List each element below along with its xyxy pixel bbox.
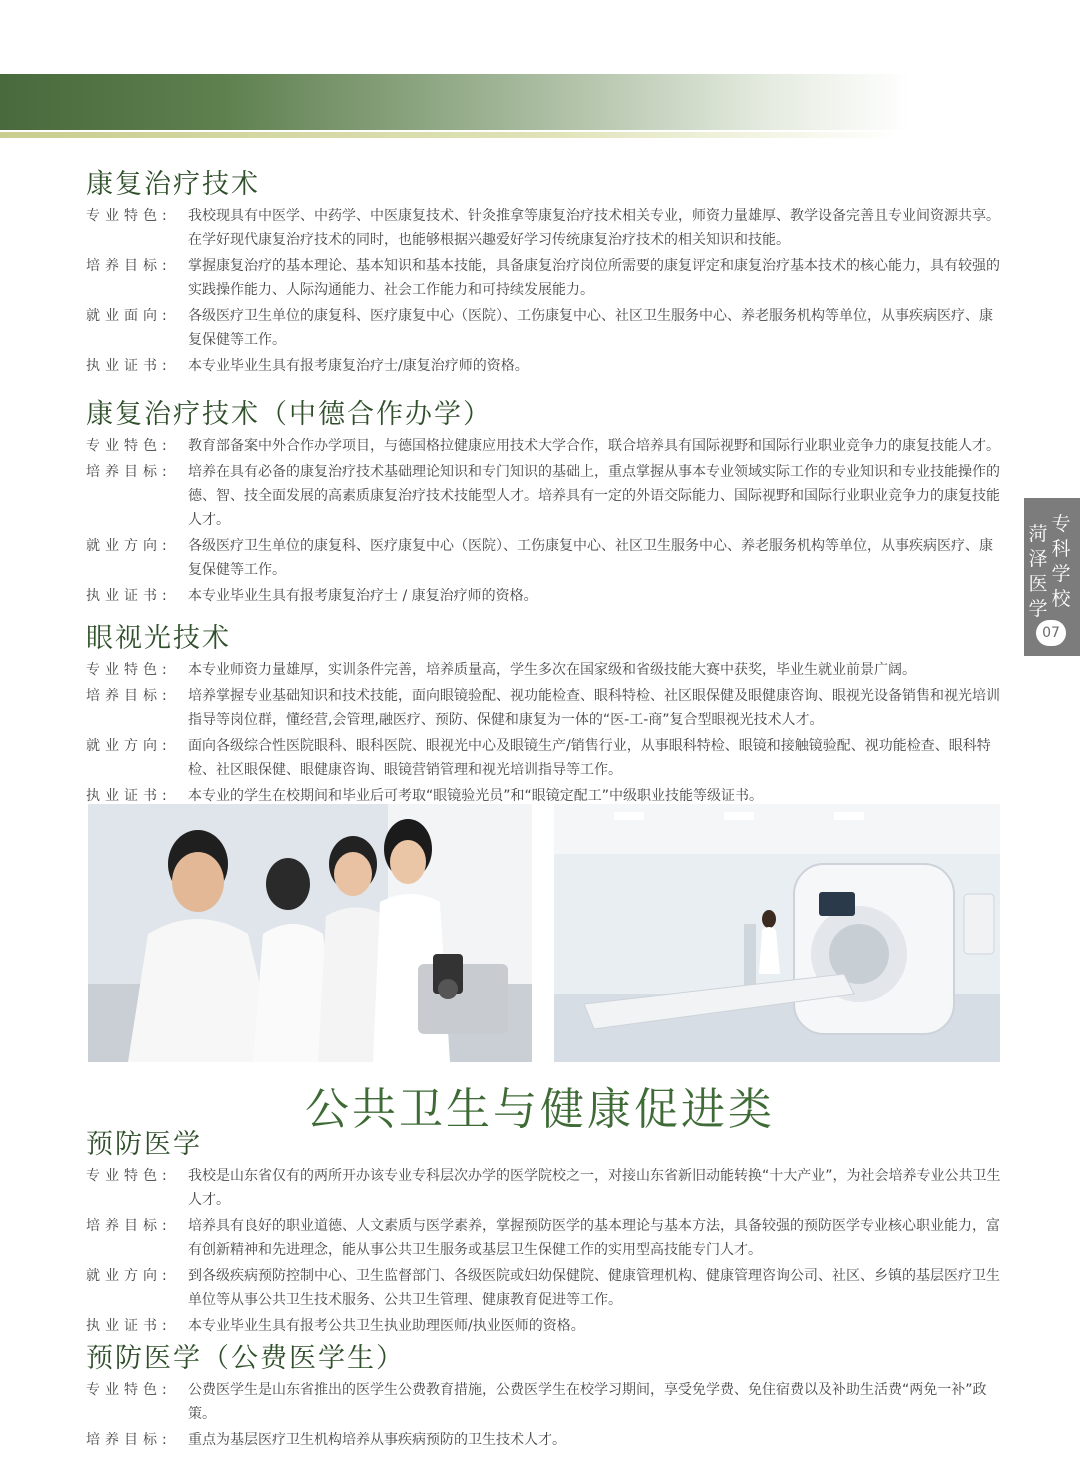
info-row [86, 1214, 1006, 1262]
info-row [86, 1264, 1006, 1312]
row-text: 培养具有良好的职业道德、人文素质与医学素养，掌握预防医学的基本理论与基本方法，具备较强的预防医学专业核心职业能力，富有创新精神和先进理念，能从事公共卫生服务或基层卫生保健工作的实用型高技能专门人才。 [188, 1218, 1000, 1258]
row-label: 就业面向: [86, 308, 172, 324]
row-label: 培养目标: [86, 464, 172, 480]
row-label: 培养目标: [86, 688, 172, 704]
row-text: 我校是山东省仅有的两所开办该专业专科层次办学的医学院校之一，对接山东省新旧动能转换“十大产业”，为社会培养专业公共卫生人才。 [188, 1168, 1001, 1208]
ct-room-illustration [554, 804, 1000, 1062]
lab-illustration [88, 804, 532, 1062]
photo-ct-room [554, 804, 1000, 1062]
row-text: 到各级疾病预防控制中心、卫生监督部门、各级医院或妇幼保健院、健康管理机构、健康管理咨询公司、社区、乡镇的基层医疗卫生单位等从事公共卫生技术服务、公共卫生管理、健康教育促进等工作。 [188, 1268, 1000, 1308]
info-row [86, 1428, 1006, 1452]
info-row [86, 1378, 1006, 1426]
row-text: 本专业毕业生具有报考康复治疗士/康复治疗师的资格。 [188, 358, 529, 374]
section-rehab-sino-german [86, 398, 1006, 608]
row-text: 本专业的学生在校期间和毕业后可考取“眼镜验光员”和“眼镜定配工”中级职业技能等级证书。 [188, 788, 764, 804]
row-label: 专业特色: [86, 1168, 172, 1184]
photo-optometry-lab [88, 804, 532, 1062]
section-title: 康复治疗技术 [86, 169, 260, 200]
row-label: 专业特色: [86, 438, 172, 454]
row-label: 培养目标: [86, 258, 172, 274]
section-rehab-therapy [86, 168, 1006, 378]
row-text: 公费医学生是山东省推出的医学生公费教育措施，公费医学生在校学习期间，享受免学费、免住宿费以及补助生活费“两免一补”政策。 [188, 1382, 987, 1422]
info-row [86, 460, 1006, 532]
row-label: 就业方向: [86, 1268, 172, 1284]
row-label: 就业方向: [86, 538, 172, 554]
info-row [86, 1164, 1006, 1212]
section-title: 康复治疗技术（中德合作办学） [86, 399, 492, 430]
side-tab-school-name: 菏泽医学 [1028, 523, 1048, 620]
info-row [86, 354, 1006, 378]
row-label: 专业特色: [86, 1382, 172, 1398]
row-text: 本专业毕业生具有报考康复治疗士 / 康复治疗师的资格。 [188, 588, 538, 604]
row-label: 专业特色: [86, 662, 172, 678]
info-row [86, 684, 1006, 732]
row-label: 培养目标: [86, 1218, 172, 1234]
info-row [86, 254, 1006, 302]
side-tab-school-type: 专科学校 [1051, 513, 1071, 610]
row-text: 我校现具有中医学、中药学、中医康复技术、针灸推拿等康复治疗技术相关专业，师资力量雄厚、教学设备完善且专业间资源共享。在学好现代康复治疗技术的同时，也能够根据兴趣爱好学习传统康复治疗技术的相关知识和技能。 [188, 208, 1000, 248]
info-row [86, 658, 1006, 682]
row-text: 培养掌握专业基础知识和技术技能，面向眼镜验配、视功能检查、眼科特检、社区眼保健及眼健康咨询、眼视光设备销售和视光培训指导等岗位群，懂经营,会管理,融医疗、预防、保健和康复为一体的“医-工-商”复合型眼视光技术人才。 [188, 688, 1000, 728]
header-band-accent [0, 132, 900, 138]
section-preventive-medicine [86, 1128, 1006, 1338]
row-label: 执业证书: [86, 1318, 172, 1334]
section-title: 预防医学 [86, 1129, 202, 1160]
info-row [86, 1314, 1006, 1338]
row-text: 本专业毕业生具有报考公共卫生执业助理医师/执业医师的资格。 [188, 1318, 585, 1334]
row-text: 重点为基层医疗卫生机构培养从事疾病预防的卫生技术人才。 [188, 1432, 566, 1448]
row-label: 培养目标: [86, 1432, 172, 1448]
row-text: 面向各级综合性医院眼科、眼科医院、眼视光中心及眼镜生产/销售行业，从事眼科特检、眼镜和接触镜验配、视功能检查、眼科特检、社区眼保健、眼健康咨询、眼镜营销管理和视光培训指导等工作。 [188, 738, 991, 778]
info-row [86, 204, 1006, 252]
row-text: 掌握康复治疗的基本理论、基本知识和基本技能，具备康复治疗岗位所需要的康复评定和康复治疗基本技术的核心能力，具有较强的实践操作能力、人际沟通能力、社会工作能力和可持续发展能力。 [188, 258, 1000, 298]
row-label: 执业证书: [86, 588, 172, 604]
page-number: 07 [1036, 620, 1066, 646]
side-tab [1024, 498, 1080, 656]
category-heading: 公共卫生与健康促进类 [305, 1084, 775, 1135]
row-text: 教育部备案中外合作办学项目，与德国格拉健康应用技术大学合作，联合培养具有国际视野和国际行业职业竞争力的康复技能人才。 [188, 438, 1000, 454]
info-row [86, 434, 1006, 458]
row-text: 各级医疗卫生单位的康复科、医疗康复中心（医院）、工伤康复中心、社区卫生服务中心、养老服务机构等单位，从事疾病医疗、康复保健等工作。 [188, 538, 993, 578]
info-row [86, 304, 1006, 352]
section-title: 预防医学（公费医学生） [86, 1343, 405, 1374]
section-title: 眼视光技术 [86, 623, 231, 654]
row-label: 就业方向: [86, 738, 172, 754]
row-label: 执业证书: [86, 358, 172, 374]
row-text: 各级医疗卫生单位的康复科、医疗康复中心（医院）、工伤康复中心、社区卫生服务中心、养老服务机构等单位，从事疾病医疗、康复保健等工作。 [188, 308, 993, 348]
row-text: 本专业师资力量雄厚，实训条件完善，培养质量高，学生多次在国家级和省级技能大赛中获奖，毕业生就业前景广阔。 [188, 662, 916, 678]
section-preventive-medicine-funded [86, 1342, 1006, 1452]
info-row [86, 584, 1006, 608]
row-label: 执业证书: [86, 788, 172, 804]
info-row [86, 734, 1006, 782]
row-text: 培养在具有必备的康复治疗技术基础理论知识和专门知识的基础上，重点掌握从事本专业领域实际工作的专业知识和专业技能操作的德、智、技全面发展的高素质康复治疗技术技能型人才。培养具有一定的外语交际能力、国际视野和国际行业职业竞争力的康复技能人才。 [188, 464, 1000, 528]
info-row [86, 534, 1006, 582]
section-optometry [86, 622, 1006, 808]
header-band [0, 74, 910, 130]
row-label: 专业特色: [86, 208, 172, 224]
